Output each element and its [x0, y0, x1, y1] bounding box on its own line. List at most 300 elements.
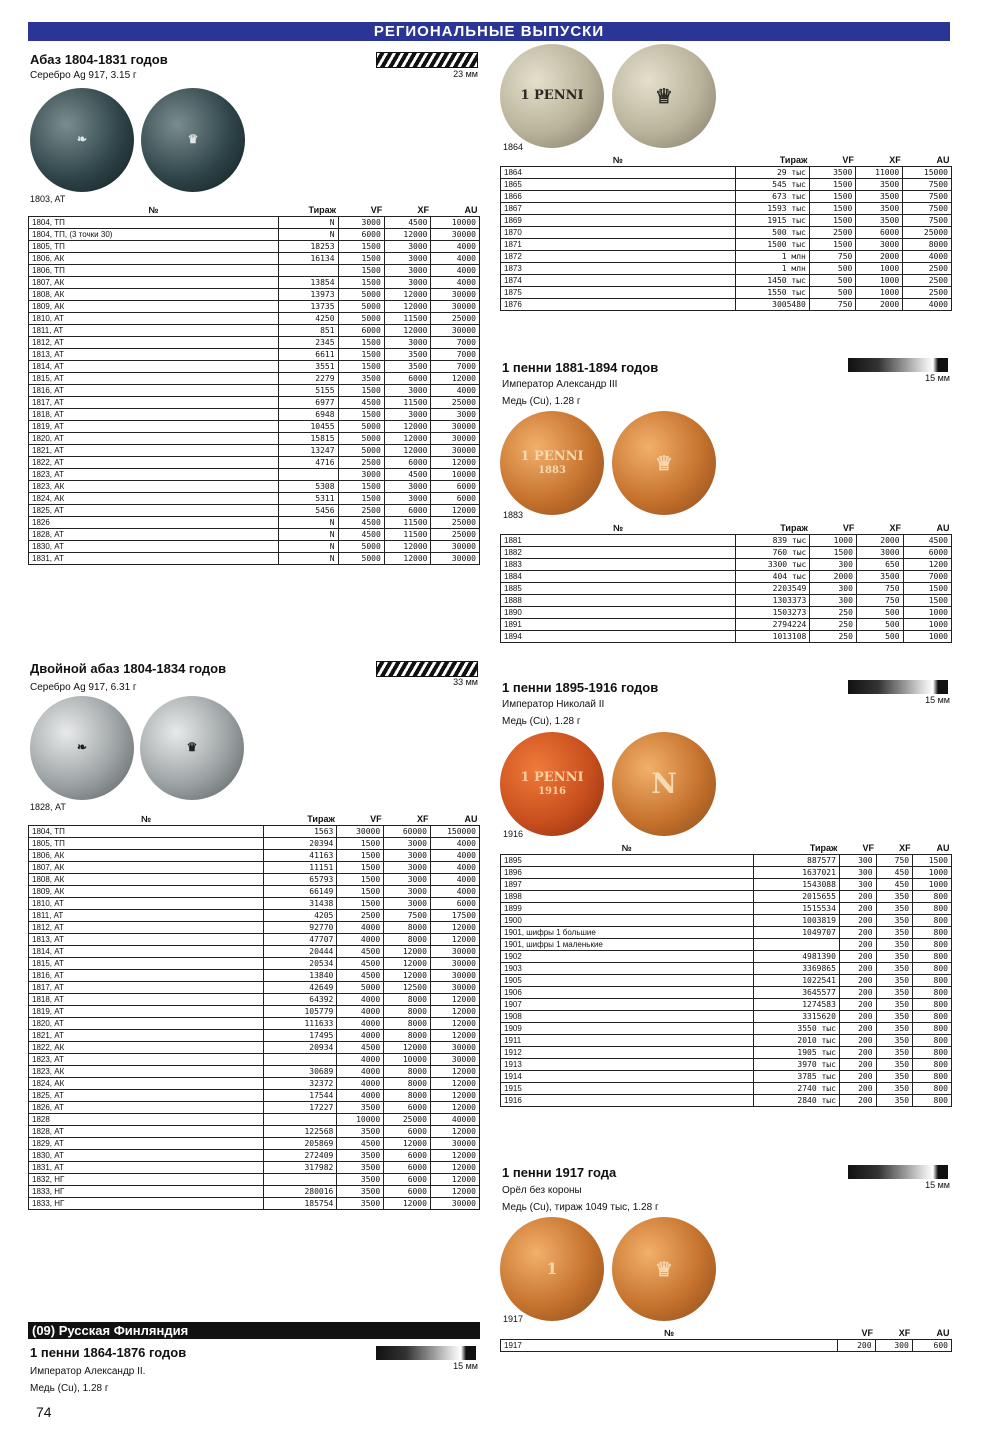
- table-row: [29, 349, 480, 361]
- cell-variety: 1831, АТ: [29, 553, 279, 565]
- cell-value: 1500: [338, 493, 384, 505]
- cell-value: N: [278, 217, 338, 229]
- cell-value: 5000: [337, 982, 384, 994]
- cell-value: 25000: [903, 227, 952, 239]
- cell-value: 6948: [278, 409, 338, 421]
- cell-value: 3000: [384, 265, 431, 277]
- cell-value: 7500: [384, 910, 431, 922]
- cell-value: 3000: [384, 493, 431, 505]
- cell-variety: 1828: [29, 1114, 264, 1126]
- cell-value: 12500: [384, 982, 431, 994]
- cell-value: 12000: [431, 373, 480, 385]
- cell-value: 12000: [384, 325, 431, 337]
- cell-value: 800: [913, 1023, 952, 1035]
- cell-value: 92770: [264, 922, 337, 934]
- table-row: [501, 1011, 952, 1023]
- cell-variety: 1885: [501, 583, 736, 595]
- cell-value: 4500: [384, 469, 431, 481]
- penni1881-coin-reverse: ♕: [612, 411, 716, 515]
- cell-variety: 1830, АТ: [29, 1150, 264, 1162]
- cell-value: 1 млн: [735, 263, 809, 275]
- cell-value: 2500: [903, 287, 952, 299]
- cell-value: 3500: [856, 571, 903, 583]
- cell-value: 800: [913, 915, 952, 927]
- cell-value: 6000: [384, 1102, 431, 1114]
- table-row: [29, 277, 480, 289]
- cell-variety: 1822, АК: [29, 1042, 264, 1054]
- cell-value: 350: [876, 1095, 913, 1107]
- cell-value: 3000: [431, 409, 480, 421]
- cell-value: 2840 тыс: [753, 1095, 839, 1107]
- cell-value: 185754: [264, 1198, 337, 1210]
- col-header-vf: VF: [862, 843, 875, 853]
- table-row: [501, 595, 952, 607]
- cell-value: 1500: [809, 179, 856, 191]
- cell-value: 1500: [338, 481, 384, 493]
- cell-value: 41163: [264, 850, 337, 862]
- cell-variety: 1832, НГ: [29, 1174, 264, 1186]
- cell-value: 5155: [278, 385, 338, 397]
- abaz-coin-caption: 1803, AT: [30, 194, 66, 204]
- table-row: [501, 227, 952, 239]
- cell-value: 350: [876, 1059, 913, 1071]
- cell-value: [264, 1054, 337, 1066]
- table-row: [501, 547, 952, 559]
- cell-value: 5308: [278, 481, 338, 493]
- table-row: [501, 855, 952, 867]
- cell-value: 1905 тыс: [753, 1047, 839, 1059]
- table-row: [29, 826, 480, 838]
- cell-value: 800: [913, 1047, 952, 1059]
- cell-value: 10455: [278, 421, 338, 433]
- cell-value: 1500: [809, 191, 856, 203]
- cell-value: 30000: [431, 553, 480, 565]
- cell-variety: 1897: [501, 879, 754, 891]
- cell-value: 750: [876, 855, 913, 867]
- cell-value: 8000: [384, 1090, 431, 1102]
- col-header-no: №: [621, 843, 632, 853]
- cell-value: 4000: [337, 1054, 384, 1066]
- table-row: [501, 275, 952, 287]
- cell-value: 200: [839, 951, 876, 963]
- table-row: [501, 1340, 952, 1352]
- cell-variety: 1911: [501, 1035, 754, 1047]
- cell-value: 2794224: [736, 619, 810, 631]
- cell-value: 150000: [430, 826, 479, 838]
- cell-value: 8000: [384, 934, 431, 946]
- cell-variety: 1826: [29, 517, 279, 529]
- cell-value: 8000: [384, 1030, 431, 1042]
- cell-value: 800: [913, 999, 952, 1011]
- cell-value: [278, 265, 338, 277]
- cell-value: 1500: [337, 874, 384, 886]
- abaz-coin-obverse: ❧: [30, 88, 134, 192]
- col-header-vf: VF: [842, 155, 854, 165]
- cell-value: 5000: [338, 445, 384, 457]
- col-header-au: AU: [936, 523, 950, 533]
- cell-value: 4500: [337, 1138, 384, 1150]
- cell-value: 200: [839, 891, 876, 903]
- cell-value: 25000: [431, 313, 480, 325]
- table-row: [29, 1150, 480, 1162]
- cell-value: 4000: [337, 1078, 384, 1090]
- cell-value: 3000: [338, 469, 384, 481]
- cell-value: 4000: [430, 862, 479, 874]
- cell-value: 2500: [903, 275, 952, 287]
- cell-value: 1000: [913, 879, 952, 891]
- table-row: [501, 535, 952, 547]
- cell-value: 272409: [264, 1150, 337, 1162]
- cell-value: 300: [875, 1340, 912, 1352]
- cell-value: 47707: [264, 934, 337, 946]
- cell-value: 5000: [338, 553, 384, 565]
- cell-variety: 1874: [501, 275, 736, 287]
- cell-variety: 1870: [501, 227, 736, 239]
- cell-value: 3000: [384, 253, 431, 265]
- table-row: [29, 898, 480, 910]
- penni1864-diameter: 15 мм: [453, 1361, 478, 1371]
- cell-value: 350: [876, 1083, 913, 1095]
- cell-value: 12000: [384, 946, 431, 958]
- cell-value: 6000: [384, 1174, 431, 1186]
- penni1881-table: [500, 523, 952, 643]
- cell-value: 3000: [384, 850, 431, 862]
- cell-variety: 1875: [501, 287, 736, 299]
- cell-value: 30689: [264, 1066, 337, 1078]
- table-row: [501, 203, 952, 215]
- table-row: [29, 1114, 480, 1126]
- cell-value: 3005480: [735, 299, 809, 311]
- table-row: [501, 215, 952, 227]
- cell-variety: 1901, шифры 1 маленькие: [501, 939, 754, 951]
- cell-value: [264, 1114, 337, 1126]
- cell-value: 25000: [431, 517, 480, 529]
- cell-value: 6000: [431, 493, 480, 505]
- cell-value: 1500: [809, 203, 856, 215]
- cell-value: 350: [876, 1023, 913, 1035]
- penni1917-subtitle2: Медь (Cu), тираж 1049 тыс, 1.28 г: [502, 1202, 659, 1213]
- cell-value: 3000: [384, 898, 431, 910]
- cell-variety: 1872: [501, 251, 736, 263]
- table-row: [29, 886, 480, 898]
- cell-value: 17500: [430, 910, 479, 922]
- cell-value: 350: [876, 1011, 913, 1023]
- cell-value: 13854: [278, 277, 338, 289]
- cell-value: 1000: [903, 619, 951, 631]
- cell-variety: 1804, ТП: [29, 826, 264, 838]
- cell-value: 3500: [384, 361, 431, 373]
- cell-value: 1500: [337, 862, 384, 874]
- cell-value: 250: [810, 607, 857, 619]
- col-header-vf: VF: [842, 523, 855, 533]
- cell-value: 3000: [384, 241, 431, 253]
- cell-value: 3000: [384, 838, 431, 850]
- cell-value: 1013108: [736, 631, 810, 643]
- cell-variety: 1867: [501, 203, 736, 215]
- table-row: [501, 999, 952, 1011]
- table-row: [501, 179, 952, 191]
- table-row: [29, 505, 480, 517]
- cell-value: 12000: [430, 1078, 479, 1090]
- cell-value: 12000: [431, 505, 480, 517]
- table-row: [501, 915, 952, 927]
- cell-value: 800: [913, 1083, 952, 1095]
- cell-value: 5311: [278, 493, 338, 505]
- penni1881-subtitle: Император Александр III: [502, 379, 618, 390]
- cell-value: 3500: [384, 349, 431, 361]
- cell-value: 2500: [338, 505, 384, 517]
- cell-variety: 1917: [501, 1340, 838, 1352]
- cell-value: 4716: [278, 457, 338, 469]
- cell-value: 2203549: [736, 583, 810, 595]
- cell-variety: 1915: [501, 1083, 754, 1095]
- cell-value: 1000: [810, 535, 857, 547]
- cell-value: 1500: [337, 850, 384, 862]
- table-row: [29, 1006, 480, 1018]
- cell-value: 800: [913, 927, 952, 939]
- penni1917-coin-reverse: ♕: [612, 1217, 716, 1321]
- cell-value: 350: [876, 903, 913, 915]
- cell-value: 12000: [384, 553, 431, 565]
- table-row: [501, 951, 952, 963]
- table-row: [29, 517, 480, 529]
- cell-value: 1000: [856, 275, 903, 287]
- cell-value: 800: [913, 939, 952, 951]
- cell-value: 3000: [384, 874, 431, 886]
- cell-variety: 1830, АТ: [29, 541, 279, 553]
- cell-variety: 1806, АК: [29, 850, 264, 862]
- cell-value: 450: [876, 879, 913, 891]
- cell-value: 8000: [384, 1018, 431, 1030]
- cell-variety: 1901, шифры 1 большие: [501, 927, 754, 939]
- cell-value: 7000: [431, 337, 480, 349]
- cell-value: 4000: [337, 934, 384, 946]
- penni1864-table: [500, 155, 952, 311]
- cell-variety: 1908: [501, 1011, 754, 1023]
- cell-value: 2740 тыс: [753, 1083, 839, 1095]
- cell-value: 200: [839, 975, 876, 987]
- cell-value: 4500: [337, 946, 384, 958]
- cell-value: 3500: [337, 1126, 384, 1138]
- cell-value: 1500: [338, 337, 384, 349]
- cell-variety: 1823, АК: [29, 1066, 264, 1078]
- cell-value: 2000: [856, 299, 903, 311]
- cell-value: 800: [913, 1095, 952, 1107]
- cell-value: 7500: [903, 191, 952, 203]
- cell-value: 65793: [264, 874, 337, 886]
- cell-value: 7000: [431, 349, 480, 361]
- penni1881-diameter: 15 мм: [925, 373, 950, 383]
- cell-value: 800: [913, 891, 952, 903]
- cell-value: 800: [913, 963, 952, 975]
- cell-value: 12000: [430, 1174, 479, 1186]
- cell-value: 3645577: [753, 987, 839, 999]
- cell-value: 5000: [338, 421, 384, 433]
- cell-value: 40000: [430, 1114, 479, 1126]
- table-row: [501, 987, 952, 999]
- col-header-xf: XF: [416, 814, 429, 824]
- cell-value: 8000: [384, 994, 431, 1006]
- cell-value: 13735: [278, 301, 338, 313]
- cell-value: 1503273: [736, 607, 810, 619]
- cell-value: [264, 1174, 337, 1186]
- table-row: [501, 1071, 952, 1083]
- cell-value: 3500: [337, 1162, 384, 1174]
- cell-value: 6000: [338, 325, 384, 337]
- cell-value: 7500: [903, 203, 952, 215]
- table-row: [29, 325, 480, 337]
- cell-value: 7500: [903, 179, 952, 191]
- cell-value: 450: [876, 867, 913, 879]
- col-header-no: №: [141, 814, 152, 824]
- cell-value: 11000: [856, 167, 903, 179]
- cell-variety: 1804, ТП, (3 точки 30): [29, 229, 279, 241]
- cell-value: 1593 тыс: [735, 203, 809, 215]
- cell-value: 3500: [337, 1102, 384, 1114]
- cell-value: 2500: [809, 227, 856, 239]
- cell-value: 3500: [856, 203, 903, 215]
- penni1895-coin-obverse: 1 PENNI 1916: [500, 732, 604, 836]
- cell-value: 200: [839, 1059, 876, 1071]
- cell-value: 1274583: [753, 999, 839, 1011]
- cell-value: 3500: [856, 215, 903, 227]
- cell-variety: 1817, АТ: [29, 397, 279, 409]
- cell-variety: 1896: [501, 867, 754, 879]
- cell-value: 200: [839, 927, 876, 939]
- cell-value: 4000: [430, 874, 479, 886]
- table-row: [501, 583, 952, 595]
- cell-variety: 1865: [501, 179, 736, 191]
- table-row: [501, 263, 952, 275]
- col-header-vf: VF: [370, 205, 383, 215]
- cell-value: 350: [876, 915, 913, 927]
- penni1917-subtitle: Орёл без короны: [502, 1185, 582, 1196]
- double-abaz-coin-obverse: ❧: [30, 696, 134, 800]
- cell-value: 4000: [337, 1090, 384, 1102]
- cell-value: 200: [839, 1023, 876, 1035]
- cell-value: 2500: [903, 263, 952, 275]
- cell-value: 3500: [337, 1198, 384, 1210]
- cell-value: 122568: [264, 1126, 337, 1138]
- cell-variety: 1811, АТ: [29, 325, 279, 337]
- cell-value: 4500: [337, 1042, 384, 1054]
- cell-value: 10000: [431, 217, 480, 229]
- cell-value: 3500: [337, 1186, 384, 1198]
- cell-value: 3550 тыс: [753, 1023, 839, 1035]
- table-row: [29, 1162, 480, 1174]
- penni1864-subtitle: Император Александр II.: [30, 1366, 146, 1377]
- cell-variety: 1810, АТ: [29, 313, 279, 325]
- cell-value: [278, 469, 338, 481]
- table-row: [29, 469, 480, 481]
- cell-value: 64392: [264, 994, 337, 1006]
- cell-value: 11500: [384, 517, 431, 529]
- cell-value: 30000: [431, 541, 480, 553]
- cell-value: 1049707: [753, 927, 839, 939]
- cell-value: 4500: [903, 535, 951, 547]
- cell-variety: 1828, АТ: [29, 1126, 264, 1138]
- cell-value: 350: [876, 987, 913, 999]
- cell-value: 2500: [337, 910, 384, 922]
- table-row: [29, 445, 480, 457]
- table-row: [29, 1018, 480, 1030]
- cell-value: 5000: [338, 433, 384, 445]
- table-row: [501, 619, 952, 631]
- table-row: [501, 1047, 952, 1059]
- table-row: [29, 1030, 480, 1042]
- cell-variety: 1806, ТП: [29, 265, 279, 277]
- page-number: 74: [36, 1404, 52, 1420]
- cell-variety: 1820, АТ: [29, 1018, 264, 1030]
- cell-value: 11500: [384, 397, 431, 409]
- cell-value: 1500: [338, 349, 384, 361]
- cell-value: 30000: [430, 1198, 479, 1210]
- cell-value: 11151: [264, 862, 337, 874]
- cell-value: 6000: [384, 457, 431, 469]
- col-header-no: №: [612, 155, 623, 165]
- table-row: [29, 1126, 480, 1138]
- cell-value: 30000: [431, 325, 480, 337]
- cell-value: 1543088: [753, 879, 839, 891]
- cell-value: 16134: [278, 253, 338, 265]
- cell-value: 3000: [384, 277, 431, 289]
- table-row: [501, 1023, 952, 1035]
- cell-value: 12000: [430, 1066, 479, 1078]
- penni1895-table: [500, 843, 952, 1107]
- table-row: [29, 397, 480, 409]
- silver-metal-bar: [376, 661, 478, 677]
- table-row: [29, 385, 480, 397]
- copper-metal-bar: [376, 1346, 476, 1360]
- copper-metal-bar: [848, 1165, 948, 1179]
- col-header-mintage: Тираж: [307, 814, 335, 824]
- cell-value: 800: [913, 1011, 952, 1023]
- cell-value: 4500: [338, 529, 384, 541]
- cell-variety: 1809, АК: [29, 301, 279, 313]
- table-row: [501, 239, 952, 251]
- cell-value: 800: [913, 903, 952, 915]
- cell-variety: 1906: [501, 987, 754, 999]
- penni1917-table: [500, 1328, 952, 1352]
- cell-value: 750: [856, 583, 903, 595]
- cell-value: 15815: [278, 433, 338, 445]
- table-row: [29, 1174, 480, 1186]
- cell-value: N: [278, 529, 338, 541]
- cell-value: 30000: [430, 1054, 479, 1066]
- cell-value: 4000: [337, 1006, 384, 1018]
- double-abaz-subtitle: Серебро Ag 917, 6.31 г: [30, 682, 137, 693]
- cell-value: 2500: [338, 457, 384, 469]
- table-row: [29, 910, 480, 922]
- cell-value: 12000: [384, 958, 431, 970]
- cell-variety: 1914: [501, 1071, 754, 1083]
- cell-value: 6611: [278, 349, 338, 361]
- cell-variety: 1808, АК: [29, 289, 279, 301]
- table-row: [29, 433, 480, 445]
- cell-value: 3500: [856, 191, 903, 203]
- cell-value: 5000: [338, 301, 384, 313]
- penni1917-diameter: 15 мм: [925, 1180, 950, 1190]
- cell-value: 800: [913, 1035, 952, 1047]
- table-row: [29, 850, 480, 862]
- cell-value: 1500: [338, 385, 384, 397]
- cell-value: 12000: [384, 289, 431, 301]
- table-row: [29, 874, 480, 886]
- cell-value: 4205: [264, 910, 337, 922]
- cell-value: 6000: [384, 1150, 431, 1162]
- cell-value: 200: [839, 1011, 876, 1023]
- cell-value: 1003819: [753, 915, 839, 927]
